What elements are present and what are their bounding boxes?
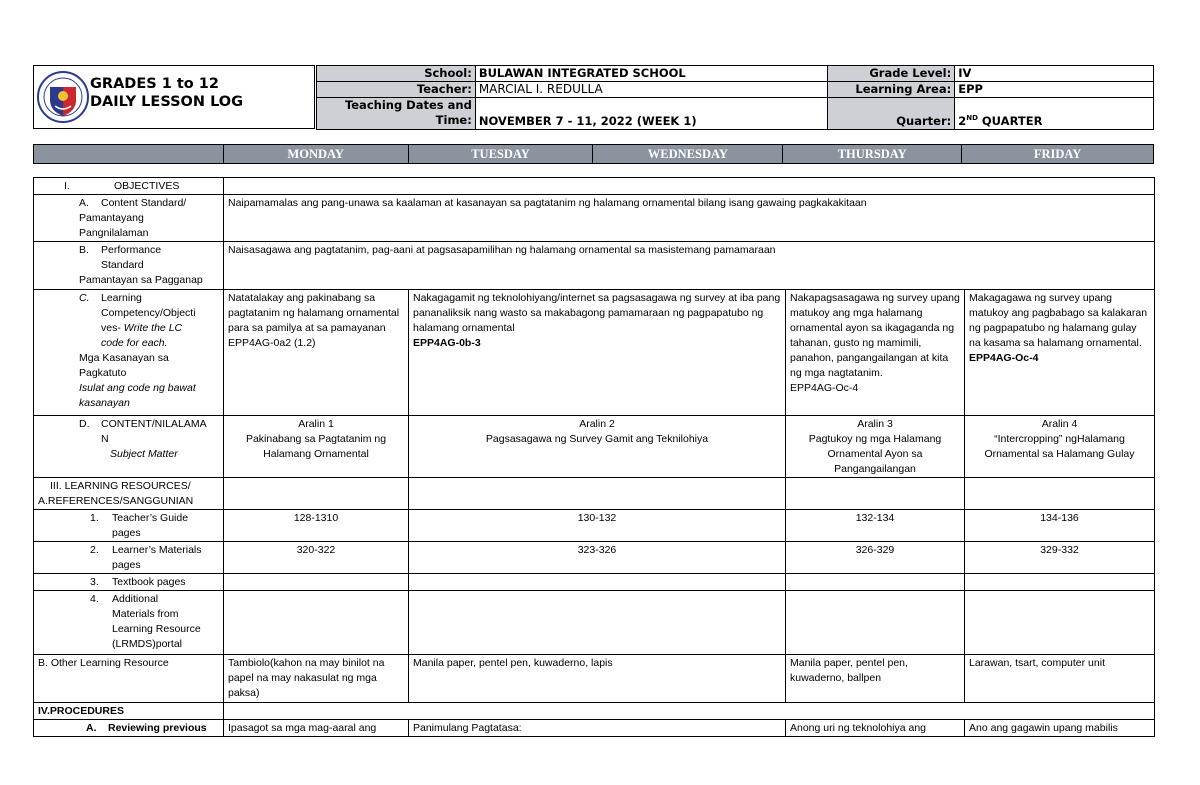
lc-thursday-code: EPP4AG-Oc-4 [790, 382, 859, 394]
resources-heading-row [34, 478, 1155, 510]
quarter-number: 2 [958, 114, 967, 128]
teacher-value: MARCIAL I. REDULLA [475, 82, 828, 98]
document-title [90, 75, 243, 111]
lc-line-1 [38, 291, 219, 306]
teaching-dates-label [317, 98, 476, 130]
lc-line-8: kasanayan [79, 397, 130, 409]
content-standard-line-2: Pamantayang [79, 212, 144, 224]
performance-standard-line-1 [38, 243, 219, 258]
content-text-1: CONTENT/NILALAMA [101, 418, 207, 430]
title-line-1: GRADES 1 to 12 [90, 76, 219, 92]
day-friday: FRIDAY [962, 145, 1154, 164]
teachers-guide-tuesday: 130-132 [409, 510, 786, 542]
reviewing-thursday: Anong uri ng teknolohiya ang [786, 720, 965, 737]
reviewing-monday: Ipasagot sa mga mag-aaral ang [224, 720, 409, 737]
content-standard-label [34, 195, 224, 242]
procedures-heading: IV.PROCEDURES [34, 703, 224, 720]
day-wednesday: WEDNESDAY [593, 145, 783, 164]
learning-area-label: Learning Area: [828, 82, 955, 98]
additional-materials-text-1: Additional [112, 593, 159, 605]
lc-friday [965, 290, 1155, 416]
content-num: D. [79, 418, 90, 430]
lc-line-5: Mga Kasanayan sa [79, 352, 169, 364]
additional-materials-line-2: Materials from [112, 608, 179, 620]
reviewing-tuesday: Panimulang Pagtatasa: [409, 720, 786, 737]
reviewing-friday: Ano ang gagawin upang mabilis [965, 720, 1155, 737]
performance-standard-label [34, 242, 224, 290]
day-header-row [34, 145, 1154, 164]
learners-materials-row [34, 542, 1155, 574]
content-tuesday [409, 416, 786, 478]
content-tuesday-lesson: Aralin 2 [579, 418, 615, 430]
learners-materials-text-1: Learner’s Materials [112, 544, 202, 556]
learners-materials-line-2: pages [112, 559, 141, 571]
learning-competency-label [34, 290, 224, 416]
quarter-label: Quarter: [828, 98, 955, 130]
objectives-heading [34, 178, 224, 195]
resources-heading [34, 478, 224, 510]
lc-thursday [786, 290, 965, 416]
textbook-label [34, 574, 224, 591]
content-friday-lesson: Aralin 4 [1041, 418, 1078, 430]
lc-text-1: Learning [101, 292, 142, 304]
additional-materials-label [34, 591, 224, 655]
deped-seal-logo [37, 69, 89, 126]
textbook-thursday [786, 574, 965, 591]
info-row-school [317, 66, 1154, 82]
lc-line-6: Pagkatuto [79, 367, 127, 379]
additional-materials-line-4: (LRMDS)portal [112, 638, 183, 650]
lc-line-4: code for each. [101, 337, 168, 349]
content-friday [965, 416, 1155, 478]
other-resource-thursday: Manila paper, pentel pen, kuwaderno, ballpen [786, 655, 965, 703]
objectives-heading-row [34, 178, 1155, 195]
additional-materials-tuesday [409, 591, 786, 655]
lc-line-3 [38, 321, 219, 336]
lc-monday-code: EPP4AG-0a2 (1.2) [228, 337, 316, 349]
content-standard-text-1: Content Standard/ [101, 197, 187, 209]
lc-line-7: Isulat ang code ng bawat [79, 382, 196, 394]
content-thursday-lesson: Aralin 3 [857, 418, 893, 430]
resources-heading-1: III. LEARNING RESOURCES/ [50, 480, 191, 492]
learners-materials-monday: 320-322 [224, 542, 409, 574]
content-monday-lesson: Aralin 1 [298, 418, 334, 430]
content-friday-title: “Intercropping” ngHalamang Ornamental sa Halamang Gulay [984, 433, 1135, 460]
learners-materials-num: 2. [90, 544, 99, 556]
lc-text-3b: Write the LC [120, 322, 183, 334]
lc-friday-text: Makagagawa ng survey upang matukoy ang pagbabago sa kalakaran ng pagpapatubo ng halamang gulay na kasama sa halamang ornamental. [969, 292, 1148, 349]
lc-line-2: Competency/Objecti [101, 307, 196, 319]
quarter-word: QUARTER [977, 114, 1043, 128]
lc-monday [224, 290, 409, 416]
reviewing-text: Reviewing previous [108, 722, 207, 734]
other-resource-friday: Larawan, tsart, computer unit [965, 655, 1155, 703]
objectives-num: I. [64, 180, 70, 192]
lesson-table [33, 177, 1155, 737]
lc-thursday-text: Nakapagsasagawa ng survey upang matukoy ang mga halamang ornamental ayon sa ikagaganda ng tahanan, gusto ng mamimili, panahon, pangangailangan at kita ng mga nagtatanim. [790, 292, 960, 379]
info-row-dates [317, 98, 1154, 130]
teachers-guide-monday: 128-1310 [224, 510, 409, 542]
quarter-value [955, 98, 1154, 130]
content-standard-num: A. [79, 197, 89, 209]
title-line-2: DAILY LESSON LOG [90, 94, 244, 110]
additional-materials-thursday [786, 591, 965, 655]
teachers-guide-label [34, 510, 224, 542]
learners-materials-thursday: 326-329 [786, 542, 965, 574]
lc-monday-text: Natatalakay ang pakinabang sa pagtatanim ng halamang ornamental para sa pamilya at sa pamayanan [228, 292, 400, 334]
teachers-guide-line-2: pages [112, 527, 141, 539]
header-title-box [33, 65, 315, 129]
teacher-label: Teacher: [317, 82, 476, 98]
textbook-row [34, 574, 1155, 591]
content-standard-row [34, 195, 1155, 242]
performance-standard-num: B. [79, 244, 89, 256]
content-thursday [786, 416, 965, 478]
lc-tuesday-text: Nakagagamit ng teknolohiyang/internet sa pagsasagawa ng survey at iba pang pananaliksik nang wasto sa makabagong pamamaraan ng pagpapatubo ng halamang ornamental [413, 292, 781, 334]
learning-area-value: EPP [955, 82, 1154, 98]
lc-text-3: ves- [101, 322, 121, 334]
reviewing-num: A. [86, 722, 97, 734]
content-standard-line-3: Pangnilalaman [79, 227, 149, 239]
learners-materials-label [34, 542, 224, 574]
additional-materials-friday [965, 591, 1155, 655]
lc-friday-code: EPP4AG-Oc-4 [969, 352, 1039, 364]
content-thursday-title: Pagtukoy ng mga Halamang Ornamental Ayon sa Pangangailangan [808, 433, 942, 475]
quarter-suffix: ND [966, 114, 978, 123]
day-monday: MONDAY [223, 145, 408, 164]
teachers-guide-text-1: Teacher’s Guide [112, 512, 189, 524]
other-resource-label: B. Other Learning Resource [34, 655, 224, 703]
objectives-heading-blank [224, 178, 1155, 195]
content-line-2: N [101, 433, 109, 445]
teaching-dates-label-2: Time: [435, 113, 472, 127]
textbook-friday [965, 574, 1155, 591]
grade-level-value: IV [955, 66, 1154, 82]
reviewing-label [34, 720, 224, 737]
teaching-dates-value: NOVEMBER 7 - 11, 2022 (WEEK 1) [475, 98, 828, 130]
grade-level-label: Grade Level: [828, 66, 955, 82]
performance-standard-line-2: Standard [101, 259, 144, 271]
textbook-text: Textbook pages [112, 576, 186, 588]
resources-blank-mon [224, 478, 409, 510]
content-tuesday-title: Pagsasagawa ng Survey Gamit ang Teknilohiya [485, 433, 709, 445]
textbook-num: 3. [90, 576, 99, 588]
procedures-heading-blank [224, 703, 1155, 720]
lc-tuesday-wednesday [409, 290, 786, 416]
performance-standard-text-1: Performance [101, 244, 162, 256]
performance-standard-line-3: Pamantayan sa Pagganap [79, 274, 203, 286]
learners-materials-line-1 [38, 543, 219, 558]
other-resource-row [34, 655, 1155, 703]
learners-materials-tuesday: 323-326 [409, 542, 786, 574]
content-standard-line-1 [38, 196, 219, 211]
info-row-teacher [317, 82, 1154, 98]
performance-standard-text: Naisasagawa ang pagtatanim, pag-aani at pagsasapamilihan ng halamang ornamental sa masistemang pamamaraan [224, 242, 1155, 290]
school-info-table [316, 65, 1154, 130]
performance-standard-row [34, 242, 1155, 290]
reviewing-row [34, 720, 1155, 737]
additional-materials-row [34, 591, 1155, 655]
day-tuesday: TUESDAY [408, 145, 593, 164]
textbook-monday [224, 574, 409, 591]
procedures-heading-row [34, 703, 1155, 720]
day-thursday: THURSDAY [783, 145, 962, 164]
content-monday [224, 416, 409, 478]
objectives-title: OBJECTIVES [114, 180, 180, 192]
teaching-dates-label-1: Teaching Dates and [344, 98, 472, 112]
teachers-guide-thursday: 132-134 [786, 510, 965, 542]
school-label: School: [317, 66, 476, 82]
additional-materials-line-1 [38, 592, 219, 607]
resources-blank-thu [786, 478, 965, 510]
lc-tuesday-code: EPP4AG-0b-3 [413, 337, 481, 349]
school-value: BULAWAN INTEGRATED SCHOOL [475, 66, 828, 82]
additional-materials-line-3: Learning Resource [112, 623, 201, 635]
day-header-blank [34, 145, 224, 164]
day-header-table [33, 144, 1154, 164]
other-resource-monday: Tambiolo(kahon na may binilot na papel na may nakasulat ng mga paksa) [224, 655, 409, 703]
additional-materials-num: 4. [90, 593, 99, 605]
textbook-tuesday [409, 574, 786, 591]
learning-competency-row [34, 290, 1155, 416]
other-resource-tuesday: Manila paper, pentel pen, kuwaderno, lapis [409, 655, 786, 703]
teachers-guide-line-1 [38, 511, 219, 526]
content-standard-text: Naipamamalas ang pang-unawa sa kaalaman at kasanayan sa pagtatanim ng halamang ornamental bilang isang gawaing pagkakakitaan [224, 195, 1155, 242]
content-label [34, 416, 224, 478]
content-line-1 [38, 417, 219, 432]
teachers-guide-friday: 134-136 [965, 510, 1155, 542]
learners-materials-friday: 329-332 [965, 542, 1155, 574]
resources-blank-tue [409, 478, 786, 510]
additional-materials-monday [224, 591, 409, 655]
resources-blank-fri [965, 478, 1155, 510]
teachers-guide-row [34, 510, 1155, 542]
resources-heading-2: A.REFERENCES/SANGGUNIAN [38, 495, 194, 507]
content-row [34, 416, 1155, 478]
content-monday-title: Pakinabang sa Pagtatanim ng Halamang Ornamental [245, 433, 387, 460]
teachers-guide-num: 1. [90, 512, 99, 524]
content-line-3: Subject Matter [110, 448, 178, 460]
lc-num: C. [79, 292, 90, 304]
